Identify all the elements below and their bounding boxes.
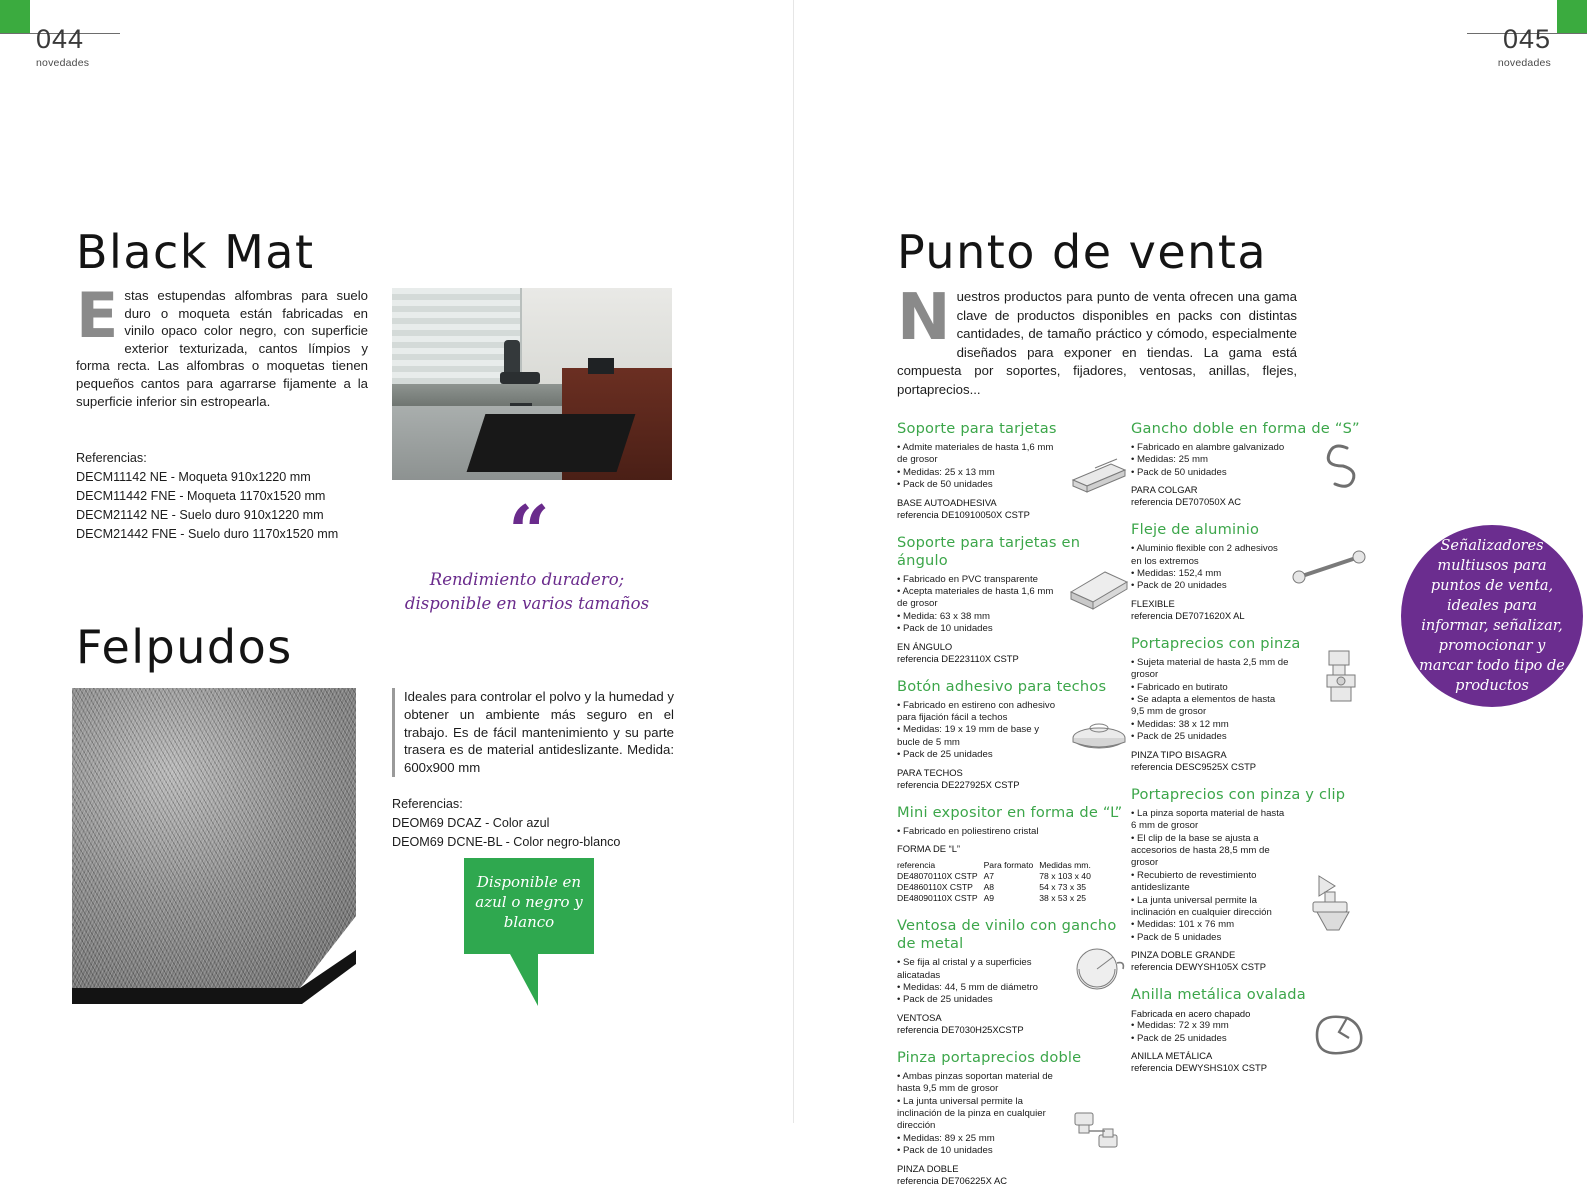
folio-right-caption: novedades (1497, 57, 1551, 69)
bullet: • Fabricado en butirato (1131, 682, 1291, 694)
black-mat-ref-3: DECM21142 NE - Suelo duro 910x1220 mm (76, 508, 324, 522)
bullet: • Recubierto de revestimiento antideslizante (1131, 870, 1291, 895)
bullet: • Pack de 10 unidades (897, 623, 1057, 635)
bullet: • Pack de 25 unidades (1131, 731, 1291, 743)
clip-and-clamp-icon (1303, 872, 1367, 934)
folio-right-number: 045 (1502, 24, 1551, 54)
product-code (897, 641, 1062, 665)
felpudos-body-text (404, 689, 674, 775)
product-code-ref: referencia DE10910050X CSTP (897, 508, 1030, 520)
bullet: • Pack de 25 unidades (897, 749, 1057, 761)
office-window (392, 288, 522, 384)
black-mat-references-title: Referencias: (76, 451, 147, 465)
bullet: • Medidas: 19 x 19 mm de base y bucle de 5 mm (897, 724, 1057, 749)
product-bullets (1131, 442, 1291, 479)
product-code-ref: referencia DESC9525X CSTP (1131, 760, 1257, 772)
product-heading: Soporte para tarjetas (897, 420, 1057, 437)
bullet: • Acepta materiales de hasta 1,6 mm de grosor (897, 586, 1057, 611)
product-code-name: FORMA DE “L” (897, 843, 961, 855)
felpudo-surface (72, 688, 356, 988)
table-row: DE48090110X CSTP A9 38 x 53 x 25 (897, 893, 1087, 904)
product-code (1131, 1050, 1296, 1074)
office-partition (392, 384, 582, 406)
product-bullets (897, 957, 1057, 1007)
bullet: • Fabricado en poliestireno cristal (897, 826, 1057, 838)
bullet: • Pack de 25 unidades (1131, 1033, 1291, 1045)
product-code (897, 843, 1062, 855)
product-code (897, 1163, 1062, 1187)
black-mat-references (76, 449, 376, 544)
bullet: • Medidas: 89 x 25 mm (897, 1133, 1057, 1145)
black-mat-body-text: stas estupendas alfombras para suelo duro o moqueta están fabricadas en vinilo opaco color negro, con superficie exterior texturizada, cantos límpios y forma recta. Las alfombras o moquetas tienen pequeños cantos para agarrarse fijamente a la superficie inferior sin estropearla. (76, 288, 368, 409)
product-gancho-doble-s (1131, 420, 1367, 508)
product-pinza-portaprecios-doble (897, 1049, 1133, 1187)
bullet: • Pack de 50 unidades (897, 479, 1057, 491)
right-page (793, 0, 1587, 1186)
bullet: • Medidas: 152,4 mm (1131, 568, 1291, 580)
felpudos-title: Felpudos (76, 620, 293, 674)
product-code-ref: referencia DE707050X AC (1131, 496, 1241, 508)
bullet: • Medidas: 38 x 12 mm (1131, 719, 1291, 731)
product-heading: Fleje de aluminio (1131, 521, 1260, 539)
product-code-ref: referencia DEWYSHS10X CSTP (1131, 1061, 1267, 1073)
product-bullets (897, 700, 1057, 762)
aluminium-strip-icon (1293, 543, 1367, 599)
purple-badge-text: Señalizadores multiusos para puntos de venta, ideales para informar, señalizar, promocionar y marcar todo tipo de productos (1419, 538, 1565, 694)
product-heading: Botón adhesivo para techos (897, 677, 1107, 695)
bullet: • La junta universal permite la inclinación en cualquier dirección (1131, 895, 1291, 920)
pull-quote (392, 489, 662, 616)
column-header: Medidas mm. (1039, 860, 1091, 871)
black-mat-ref-4: DECM21442 FNE - Suelo duro 1170x1520 mm (76, 527, 339, 541)
product-bullets (1131, 657, 1291, 744)
bullet: • Fabricado en PVC transparente (897, 574, 1057, 586)
quote-text: Rendimiento duradero; disponible en varios tamaños (404, 570, 650, 613)
product-boton-adhesivo-techos (897, 678, 1133, 791)
angled-card-holder-icon (1065, 558, 1133, 614)
product-bullets (1131, 808, 1291, 944)
card-holder-icon (1065, 444, 1133, 500)
product-code (1131, 484, 1296, 508)
punto-de-venta-body-text: uestros productos para punto de venta ofrecen una gama clave de productos disponibles en packs con distintas cantidades, de tamaño práctico y cómodo, especialmente diseñados para exponer en tiendas. La gama está compuesta por soportes, fijadores, ventosas, anillas, flejes, portaprecios... (897, 289, 1297, 397)
black-mat-body (76, 279, 368, 410)
product-code (897, 1012, 1062, 1036)
mini-expositor-table (897, 860, 1097, 904)
table-row: DE4860110X CSTP A8 54 x 73 x 35 (897, 882, 1087, 893)
product-code-name: BASE AUTOADHESIVA (897, 496, 997, 508)
bullet: • El clip de la base se ajusta a accesorios de hasta 28,5 mm de grosor (1131, 833, 1291, 870)
product-code-ref: referencia DEWYSH105X CSTP (1131, 961, 1266, 973)
ceiling-button-icon (1065, 702, 1133, 758)
double-clip-icon (1065, 1105, 1133, 1161)
product-code-name: PINZA DOBLE (897, 1162, 959, 1174)
product-code-name: ANILLA METÁLICA (1131, 1049, 1213, 1061)
felpudos-references-title: Referencias: (392, 797, 463, 811)
bullet: • Admite materiales de hasta 1,6 mm de grosor (897, 442, 1057, 467)
product-code-name: FLEXIBLE (1131, 597, 1175, 609)
product-soporte-tarjetas-angulo (897, 534, 1133, 665)
product-portaprecios-pinza-clip (1131, 786, 1367, 973)
product-heading: Gancho doble en forma de “S” (1131, 420, 1360, 437)
bullet: • Ambas pinzas soportan material de hasta 9,5 mm de grosor (897, 1071, 1057, 1096)
bullet: • La pinza soporta material de hasta 6 mm de grosor (1131, 808, 1291, 833)
bullet: • Pack de 10 unidades (897, 1145, 1057, 1157)
column-header: referencia (897, 860, 936, 871)
product-bullets (1131, 1020, 1291, 1045)
suction-cup-icon (1065, 941, 1133, 997)
office-monitor (588, 358, 614, 374)
product-code-name: VENTOSA (897, 1011, 942, 1023)
product-soporte-tarjetas (897, 420, 1133, 521)
bullet: • Aluminio flexible con 2 adhesivos en los extremos (1131, 543, 1291, 568)
bullet: • Sujeta material de hasta 2,5 mm de grosor (1131, 657, 1291, 682)
product-code (897, 497, 1062, 521)
bullet: • Medidas: 44, 5 mm de diámetro (897, 982, 1057, 994)
left-page (0, 0, 793, 1123)
felpudos-references (392, 795, 692, 852)
punto-de-venta-body (897, 281, 1297, 400)
punto-de-venta-dropcap: N (897, 281, 951, 355)
bullet: • Medidas: 72 x 39 mm (1131, 1020, 1291, 1032)
s-hook-icon (1311, 438, 1367, 494)
product-bullets (897, 826, 1057, 838)
hinge-clip-icon (1315, 645, 1367, 717)
product-code-ref: referencia DE706225X AC (897, 1174, 1007, 1186)
punto-de-venta-title: Punto de venta (897, 225, 1268, 279)
product-code-name: PARA TECHOS (897, 766, 963, 778)
bullet: • Medida: 63 x 38 mm (897, 611, 1057, 623)
product-column-right (1131, 420, 1367, 1087)
black-mat-title: Black Mat (76, 225, 315, 279)
product-ventosa-vinilo (897, 917, 1133, 1036)
folio-left-number: 044 (36, 24, 85, 54)
product-code (1131, 749, 1296, 773)
product-mini-expositor-l (897, 804, 1133, 904)
table-header-row (897, 860, 1097, 871)
product-code-name: PARA COLGAR (1131, 484, 1198, 496)
product-heading: Anilla metálica ovalada (1131, 986, 1306, 1004)
felpudos-body (392, 688, 674, 777)
product-code (1131, 598, 1296, 622)
felpudos-ref-2: DEOM69 DCNE-BL - Color negro-blanco (392, 835, 621, 849)
bullet: • Pack de 25 unidades (897, 994, 1057, 1006)
black-mat-dropcap: E (76, 279, 119, 352)
product-code-ref: referencia DE7030H25XCSTP (897, 1023, 1024, 1035)
product-code-ref: referencia DE7071620X AL (1131, 609, 1245, 621)
bullet: • Pack de 20 unidades (1131, 580, 1291, 592)
product-code-name: EN ÁNGULO (897, 640, 953, 652)
product-heading: Portaprecios con pinza y clip (1131, 785, 1346, 803)
purple-badge (1401, 525, 1583, 707)
product-heading: Soporte para tarjetas en ángulo (897, 533, 1081, 569)
bullet: • Fabricado en estireno con adhesivo para fijación fácil a techos (897, 700, 1057, 725)
felpudo-photo (72, 688, 356, 1004)
product-bullets (897, 1071, 1057, 1158)
quote-mark-icon: “ (508, 489, 546, 574)
column-header: Para formato (983, 860, 1034, 871)
product-anilla-metalica-ovalada (1131, 986, 1367, 1074)
bullet: • Medidas: 25 x 13 mm (897, 467, 1057, 479)
black-mat-ref-1: DECM11142 NE - Moqueta 910x1220 mm (76, 470, 311, 484)
office-black-mat (467, 414, 636, 472)
bullet: • Medidas: 25 mm (1131, 454, 1291, 466)
office-chair-seat (500, 372, 540, 384)
product-first-line (1131, 1008, 1296, 1020)
office-photo (392, 288, 672, 480)
availability-banner (464, 858, 594, 1006)
product-bullets (897, 574, 1057, 636)
product-bullets (1131, 543, 1291, 593)
product-portaprecios-pinza (1131, 635, 1367, 773)
product-column-left (897, 420, 1133, 1200)
product-fleje-aluminio (1131, 521, 1367, 622)
bullet: • Pack de 5 unidades (1131, 932, 1291, 944)
bullet: • Se fija al cristal y a superficies alicatadas (897, 957, 1057, 982)
product-bullets (897, 442, 1057, 492)
product-code-ref: referencia DE223110X CSTP (897, 652, 1019, 664)
felpudos-body-paragraph: deales para controlar el polvo y la humedad y obtener un ambiente más seguro en el trabajo. Es de fácil mantenimiento y su parte trasera es de material antideslizante. Medida: 600x900 mm (404, 689, 674, 776)
product-code-name: PINZA DOBLE GRANDE (1131, 949, 1236, 961)
felpudos-dropcap: I (404, 689, 408, 704)
availability-banner-text: Disponible en azul o negro y blanco (475, 873, 583, 931)
table-row: DE48070110X CSTP A7 78 x 103 x 40 (897, 871, 1091, 882)
office-chair-base (510, 384, 532, 406)
product-heading: Pinza portaprecios doble (897, 1048, 1082, 1066)
felpudos-ref-1: DEOM69 DCAZ - Color azul (392, 816, 550, 830)
bullet: • La junta universal permite la inclinación de la pinza en cualquier dirección (897, 1096, 1057, 1133)
bullet: • Medidas: 101 x 76 mm (1131, 919, 1291, 931)
product-code-ref: referencia DE227925X CSTP (897, 778, 1020, 790)
product-heading: Mini expositor en forma de “L” (897, 803, 1123, 821)
folio-left-caption: novedades (36, 57, 90, 69)
office-chair-back (504, 340, 520, 376)
product-heading: Ventosa de vinilo con gancho de metal (897, 917, 1117, 953)
product-code (897, 767, 1062, 791)
bullet: • Fabricado en alambre galvanizado (1131, 442, 1291, 454)
bullet: • Pack de 50 unidades (1131, 467, 1291, 479)
bullet: • Se adapta a elementos de hasta 9,5 mm de grosor (1131, 694, 1291, 719)
black-mat-ref-2: DECM11442 FNE - Moqueta 1170x1520 mm (76, 489, 326, 503)
product-heading: Portaprecios con pinza (1131, 634, 1301, 652)
oval-ring-icon (1307, 1010, 1367, 1060)
product-code (1131, 949, 1296, 973)
product-code-name: PINZA TIPO BISAGRA (1131, 748, 1227, 760)
product-material: Fabricada en acero chapado (1131, 1008, 1251, 1020)
